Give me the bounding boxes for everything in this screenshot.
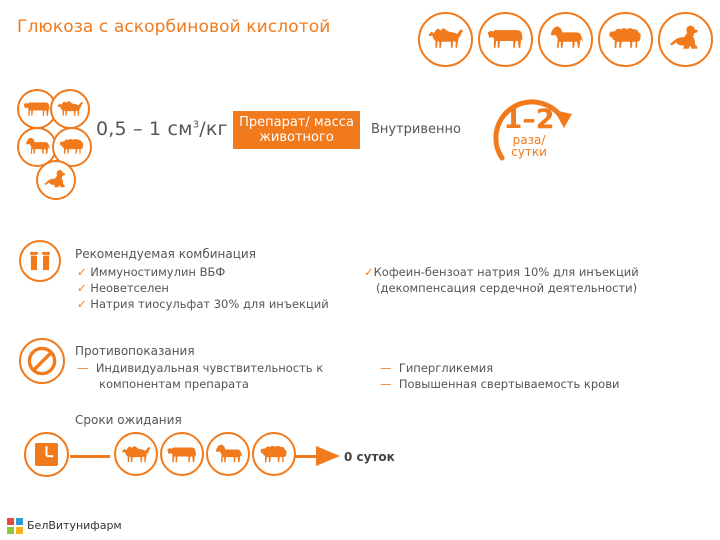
horse-icon	[538, 12, 593, 67]
company-logo-text: БелВитунифарм	[27, 519, 122, 532]
clock-icon	[24, 432, 69, 477]
administration-route: Внутривенно	[371, 122, 461, 137]
dose-value: 0,5 – 1 см	[96, 118, 193, 140]
vials-icon	[19, 240, 61, 282]
combination-right-note: ✓Кофеин-бензоат натрия 10% для инъекций (декомпенсация сердечной деятельности)	[364, 265, 639, 295]
frequency-unit-line1: раза/	[512, 133, 546, 147]
sheep-icon	[252, 432, 296, 476]
sheep-icon	[598, 12, 653, 67]
combination-heading: Рекомендуемая комбинация	[75, 247, 256, 261]
cow-icon	[160, 432, 204, 476]
list-item: ✓ Неоветселен	[77, 281, 169, 295]
withdrawal-value: 0 суток	[344, 450, 395, 464]
dose-basis-line1: Препарат/ масса	[239, 115, 354, 130]
withdrawal-heading: Сроки ожидания	[75, 413, 182, 427]
frequency-unit-line2: сутки	[511, 145, 547, 159]
cow-icon	[478, 12, 533, 67]
list-item: — Повышенная свертываемость крови	[380, 377, 620, 391]
list-item: ✓ Иммуностимулин ВБФ	[77, 265, 226, 279]
contraindications-heading: Противопоказания	[75, 344, 195, 358]
dog-icon	[658, 12, 713, 67]
page-title: Глюкоза с аскорбиновой кислотой	[17, 17, 331, 37]
camel-icon	[50, 89, 90, 129]
combination-right-line1: Кофеин-бензоат натрия 10% для инъекций	[373, 265, 639, 279]
contraindications-right-list	[380, 360, 619, 392]
dose-basis-line2: животного	[259, 130, 334, 145]
combination-left-list	[77, 264, 329, 312]
frequency-unit	[506, 134, 552, 158]
combination-right-line2: (декомпенсация сердечной деятельности)	[376, 281, 638, 295]
company-logo-icon	[7, 518, 23, 534]
contraindications-left-line1: Индивидуальная чувствительность к	[95, 361, 324, 375]
camel-icon	[418, 12, 473, 67]
dose-basis-box	[233, 111, 360, 149]
dose-text	[96, 118, 228, 140]
contraindications-left: — Индивидуальная чувствительность к компонентам препарата	[77, 361, 324, 391]
frequency-value: 1–2	[503, 104, 555, 135]
list-item: — Гипергликемия	[380, 361, 494, 375]
horse-icon	[206, 432, 250, 476]
prohibited-icon	[19, 338, 65, 384]
camel-icon	[114, 432, 158, 476]
dog-icon	[36, 160, 76, 200]
dose-unit: /кг	[199, 118, 228, 140]
withdrawal-arrow-line	[70, 455, 110, 458]
list-item: ✓ Натрия тиосульфат 30% для инъекций	[77, 297, 329, 311]
contraindications-left-line2: компонентам препарата	[99, 377, 249, 391]
dose-exponent: 3	[192, 119, 200, 131]
